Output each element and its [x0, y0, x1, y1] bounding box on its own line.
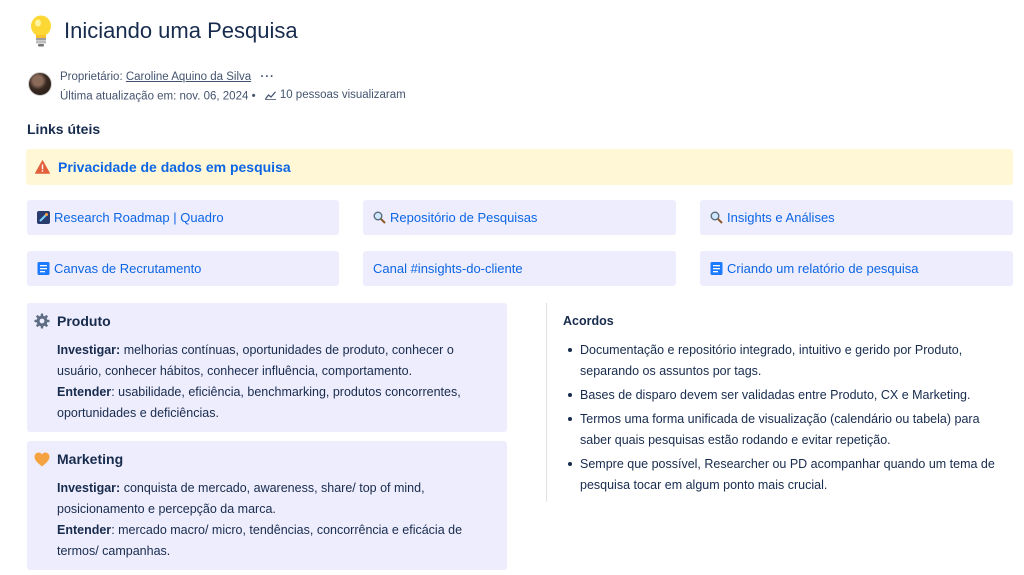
light-bulb-icon — [28, 14, 54, 48]
marketing-panel — [27, 441, 507, 570]
separator: • — [251, 90, 256, 103]
investigar-text: melhorias contínuas, oportunidades de produto, conhecer o usuário, conhecer hábitos, conhecer influência, comportamento. — [57, 343, 454, 378]
produto-panel — [27, 303, 507, 432]
column-divider — [546, 303, 547, 502]
page-header — [28, 14, 298, 48]
orange-heart-icon — [34, 452, 50, 467]
entender-paragraph — [57, 382, 495, 424]
panel-body — [57, 478, 495, 562]
gear-icon — [34, 313, 50, 329]
investigar-text: conquista de mercado, awareness, share/ top of mind, posicionamento e percepção da marca. — [57, 481, 425, 516]
card-label: Insights e Análises — [727, 210, 835, 225]
links-heading: Links úteis — [27, 121, 101, 137]
list-item: Bases de disparo devem ser validadas entre Produto, CX e Marketing. — [563, 385, 1013, 406]
magnifier-icon — [373, 211, 386, 224]
byline — [28, 68, 406, 106]
panel-title: Produto — [57, 313, 111, 329]
board-icon — [37, 211, 50, 224]
views-count[interactable] — [259, 86, 406, 104]
avatar[interactable] — [28, 72, 52, 96]
list-item: Termos uma forma unificada de visualização (calendário ou tabela) para saber quais pesquisas estão rodando e evitar repetição. — [563, 409, 1013, 451]
more-actions-button[interactable]: ··· — [260, 71, 275, 83]
document-icon — [37, 262, 50, 275]
card-canal-insights[interactable] — [363, 251, 676, 286]
card-label: Criando um relatório de pesquisa — [727, 261, 919, 276]
card-insights[interactable] — [700, 200, 1013, 235]
card-label: Repositório de Pesquisas — [390, 210, 538, 225]
list-item: Documentação e repositório integrado, intuitivo e gerido por Produto, separando os assuntos por tags. — [563, 340, 1013, 382]
card-relatorio[interactable] — [700, 251, 1013, 286]
list-item: Sempre que possível, Researcher ou PD acompanhar quando um tema de pesquisa tocar em algum ponto mais crucial. — [563, 454, 1013, 496]
warning-icon — [35, 160, 50, 174]
investigar-label: Investigar: — [57, 481, 121, 495]
entender-paragraph — [57, 520, 495, 562]
card-label: Canal #insights-do-cliente — [373, 261, 523, 276]
last-updated: Última atualização em: nov. 06, 2024 — [60, 90, 249, 103]
views-label: 10 pessoas visualizaram — [279, 89, 406, 101]
card-label: Research Roadmap | Quadro — [54, 210, 224, 225]
acordos-title: Acordos — [563, 314, 614, 328]
panel-title: Marketing — [57, 451, 124, 467]
owner-label: Proprietário: — [60, 71, 123, 83]
page-title: Iniciando uma Pesquisa — [64, 18, 298, 43]
card-label: Canvas de Recrutamento — [54, 261, 202, 276]
entender-label: Entender — [57, 385, 112, 399]
acordos-list — [563, 340, 1013, 499]
panel-body — [57, 340, 495, 424]
card-repositorio[interactable] — [363, 200, 676, 235]
entender-label: Entender — [57, 523, 112, 537]
entender-text: : usabilidade, eficiência, benchmarking, produtos concorrentes, oportunidades e deficiências. — [57, 385, 461, 420]
investigar-paragraph — [57, 340, 495, 382]
card-canvas-recrutamento[interactable] — [27, 251, 339, 286]
investigar-label: Investigar: — [57, 343, 121, 357]
analytics-icon — [265, 91, 276, 100]
entender-text: : mercado macro/ micro, tendências, concorrência e eficácia de termos/ campanhas. — [57, 523, 463, 558]
owner-link[interactable]: Caroline Aquino da Silva — [125, 71, 252, 83]
warning-panel — [26, 149, 1013, 185]
privacy-link[interactable]: Privacidade de dados em pesquisa — [58, 159, 291, 175]
card-research-roadmap[interactable] — [27, 200, 339, 235]
document-icon — [710, 262, 723, 275]
investigar-paragraph — [57, 478, 495, 520]
magnifier-icon — [710, 211, 723, 224]
